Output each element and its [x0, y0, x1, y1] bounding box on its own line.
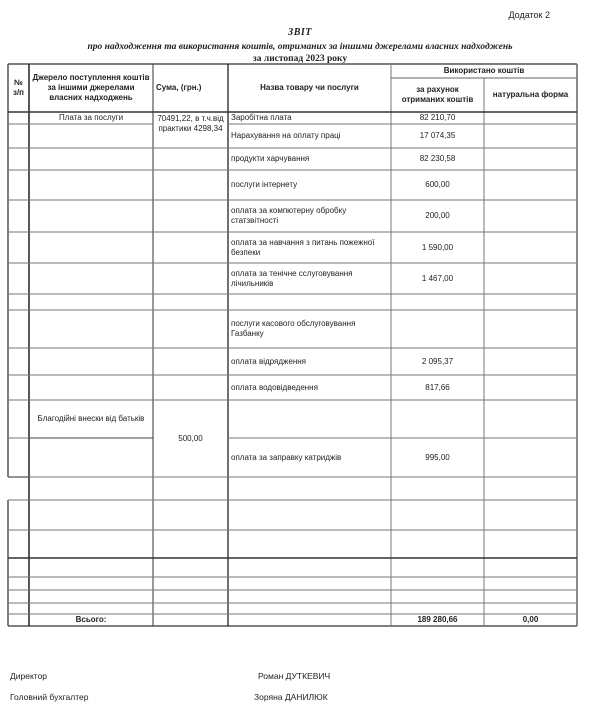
row-item-amount: 1 467,00: [421, 273, 454, 283]
row-item-amount: 17 074,35: [419, 131, 456, 140]
source-sum: 500,00: [178, 433, 203, 443]
source-sum: 70491,22, в т.ч.від практики 4298,34: [157, 114, 224, 133]
row-item-name: оплата за заправку катриджів: [231, 452, 342, 462]
signature-name-director: Роман ДУТКЕВИЧ: [258, 671, 331, 681]
row-item-natural: [484, 400, 577, 438]
header-number: № з/п: [12, 78, 25, 97]
row-item-name: [228, 294, 391, 310]
row-item-name: [228, 400, 391, 438]
row-item-amount: 995,00: [425, 452, 450, 462]
row-item-name: продукти харчування: [231, 154, 310, 163]
row-item-natural: [484, 310, 577, 348]
source-name: Благодійні внески від батьків: [37, 414, 145, 423]
row-item-name: оплата за навчання з питань пожежної безпеки: [231, 237, 375, 257]
total-label: Всього:: [75, 615, 107, 624]
total-amount: 189 280,66: [417, 615, 458, 624]
row-item-name: оплата за тенічне сслуговування лічильників: [231, 268, 353, 288]
row-item-natural: [484, 294, 577, 310]
header-used: Використано коштів: [443, 66, 525, 75]
appendix-label: Додаток 2: [508, 10, 550, 20]
row-item-natural: [484, 200, 577, 232]
signature-role-accountant: Головний бухгалтер: [10, 692, 89, 702]
row-item-natural: [484, 124, 577, 148]
row-item-amount: 2 095,37: [421, 356, 454, 366]
row-item-natural: [484, 438, 577, 477]
header-item: Назва товару чи послуги: [260, 83, 359, 92]
header-source: Джерело поступлення коштів за іншими джерелами власних надходжень: [32, 73, 150, 102]
row-item-amount: [391, 400, 484, 438]
row-item-name: оплата відрядження: [231, 356, 306, 366]
header-natural: натуральна форма: [492, 90, 569, 99]
row-item-amount: 817,66: [425, 382, 450, 392]
row-item-name: Нарахування на оплату праці: [231, 131, 341, 140]
report-period: за листопад 2023 року: [252, 54, 348, 64]
total-natural: 0,00: [522, 615, 539, 624]
row-item-amount: 200,00: [425, 211, 450, 220]
row-item-natural: [484, 148, 577, 170]
row-item-name: оплата за компютерну обробку статзвітності: [231, 206, 347, 225]
row-item-name: послуги касового обслуговування Газбанку: [231, 319, 356, 338]
report-subtitle: про надходження та використання коштів, отриманих за іншими джерелами власних надходжень: [87, 42, 513, 52]
row-item-natural: [484, 232, 577, 263]
row-item-natural: [484, 348, 577, 375]
row-item-amount: 82 230,58: [419, 154, 456, 163]
row-item-amount: 600,00: [425, 180, 450, 189]
row-item-natural: [484, 112, 577, 124]
row-item-name: послуги інтернету: [231, 180, 298, 189]
signature-role-director: Директор: [10, 671, 48, 681]
row-item-natural: [484, 375, 577, 400]
row-item-name: оплата водовідведення: [231, 382, 318, 392]
row-item-natural: [484, 170, 577, 200]
row-item-amount: [391, 310, 484, 348]
report-title: ЗВІТ: [288, 27, 312, 38]
row-item-amount: [391, 294, 484, 310]
row-item-amount: 82 210,70: [419, 113, 456, 122]
signature-name-accountant: Зоряна ДАНИЛЮК: [254, 692, 328, 702]
header-used-funds: за рахунок отриманих коштів: [401, 85, 474, 104]
row-item-natural: [484, 263, 577, 294]
header-sum: Сума, (грн.): [156, 83, 202, 92]
row-item-name: Заробітна плата: [231, 113, 292, 122]
source-name: Плата за послуги: [58, 113, 124, 122]
row-item-amount: 1 590,00: [421, 242, 454, 252]
